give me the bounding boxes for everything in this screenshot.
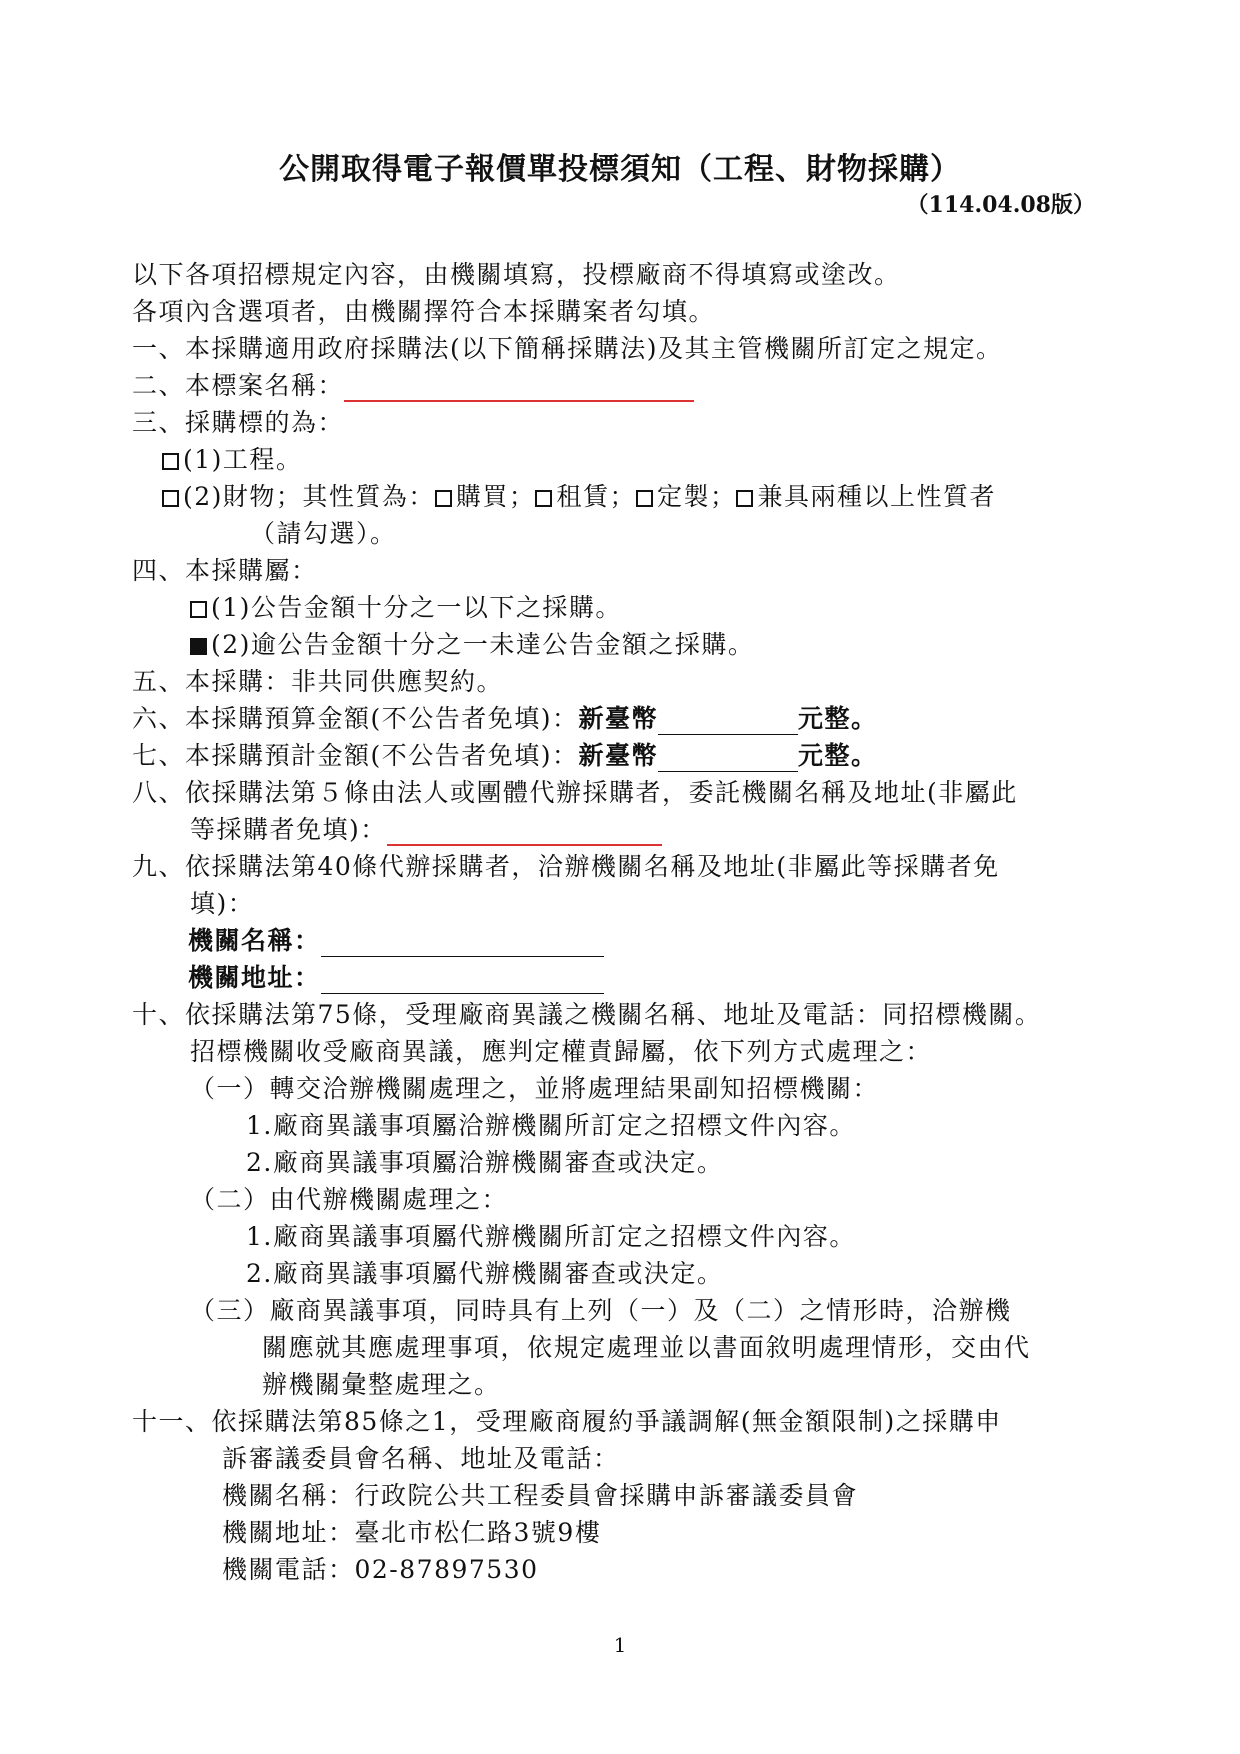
item-10-sub-2-1: 1.廠商異議事項屬代辦機關所訂定之招標文件內容。	[246, 1222, 856, 1251]
item-8-label: 等採購者免填)：	[190, 815, 387, 844]
item-10-sub-1: （一）轉交洽辦機關處理之，並將處理結果副知招標機關：	[190, 1074, 880, 1103]
item-7	[132, 740, 878, 772]
checkbox-purchase[interactable]	[435, 490, 452, 507]
item-10-sub-3-line-1: （三）廠商異議事項，同時具有上列（一）及（二）之情形時，洽辦機	[190, 1296, 1012, 1325]
entrusting-agency-blank[interactable]	[387, 816, 662, 846]
item-10-sub-1-1: 1.廠商異議事項屬洽辦機關所訂定之招標文件內容。	[246, 1111, 856, 1140]
option-label: (2)逾公告金額十分之一未達公告金額之採購。	[211, 630, 755, 659]
item-6-label: 六、本採購預算金額(不公告者免填)：	[132, 704, 579, 733]
item-2-label: 二、本標案名稱：	[132, 371, 345, 400]
currency-label: 新臺幣	[578, 741, 659, 770]
version-label: （114.04.08版）	[906, 192, 1095, 218]
item-10-line-1: 十、依採購法第75條，受理廠商異議之機關名稱、地址及電話：同招標機關。	[132, 1000, 1042, 1029]
agency-address-label: 機關地址：	[188, 963, 321, 992]
item-11-agency-address: 機關地址：臺北市松仁路3號9樓	[222, 1518, 602, 1547]
item-11-agency-name: 機關名稱：行政院公共工程委員會採購申訴審議委員會	[222, 1481, 859, 1510]
estimated-amount-blank[interactable]	[658, 743, 798, 772]
item-4-option-2	[190, 629, 754, 661]
item-8-line-1: 八、依採購法第５條由法人或團體代辦採購者，委託機關名稱及地址(非屬此	[132, 778, 1018, 807]
page-number: 1	[613, 1633, 627, 1657]
option-label: 定製；	[656, 482, 737, 511]
item-10-sub-2-2: 2.廠商異議事項屬代辦機關審查或決定。	[246, 1259, 724, 1288]
item-9-line-2: 填)：	[190, 889, 255, 918]
option-label: (1)工程。	[183, 445, 303, 474]
option-label: 租賃；	[556, 482, 636, 511]
project-name-blank[interactable]	[344, 372, 694, 402]
item-9-agency-name	[188, 925, 604, 957]
agency-address-blank[interactable]	[321, 965, 604, 994]
item-7-label: 七、本採購預計金額(不公告者免填)：	[132, 741, 579, 770]
agency-name-label: 機關名稱：	[188, 926, 321, 955]
checkbox-property[interactable]	[162, 490, 179, 507]
option-label: 兼具兩種以上性質者	[757, 482, 996, 511]
option-label: 購買；	[455, 482, 536, 511]
currency-label: 新臺幣	[578, 704, 659, 733]
checkbox-construction[interactable]	[162, 453, 179, 470]
item-4-option-1	[190, 592, 622, 624]
item-10-sub-1-2: 2.廠商異議事項屬洽辦機關審查或決定。	[246, 1148, 724, 1177]
item-11-agency-phone: 機關電話：02-87897530	[222, 1555, 539, 1584]
item-1: 一、本採購適用政府採購法(以下簡稱採購法)及其主管機關所訂定之規定。	[132, 334, 1003, 363]
item-2	[132, 370, 694, 402]
item-3-option-1	[162, 444, 302, 476]
item-11-line-2: 訴審議委員會名稱、地址及電話：	[222, 1444, 620, 1473]
checkbox-mixed[interactable]	[736, 490, 753, 507]
budget-amount-blank[interactable]	[658, 706, 798, 735]
item-5: 五、本採購：非共同供應契約。	[132, 667, 504, 696]
item-10-line-2: 招標機關收受廠商異議，應判定權責歸屬，依下列方式處理之：	[190, 1037, 933, 1066]
item-3-option-2	[162, 481, 996, 513]
item-9-line-1: 九、依採購法第40條代辦採購者，洽辦機關名稱及地址(非屬此等採購者免	[132, 852, 1000, 881]
item-3: 三、採購標的為：	[132, 408, 345, 437]
item-10-sub-2: （二）由代辦機關處理之：	[190, 1185, 509, 1214]
checkbox-custom-made[interactable]	[636, 490, 653, 507]
item-8-line-2	[190, 814, 662, 846]
item-10-sub-3-line-2: 關應就其應處理事項，依規定處理並以書面敘明處理情形，交由代	[262, 1333, 1031, 1362]
checkbox-under-tenth[interactable]	[190, 601, 207, 618]
item-4: 四、本採購屬：	[132, 556, 318, 585]
item-11-line-1: 十一、依採購法第85條之1，受理廠商履約爭議調解(無金額限制)之採購申	[132, 1407, 1002, 1436]
option-label: (2)財物；其性質為：	[183, 482, 435, 511]
item-3-option-2-note: （請勾選）。	[250, 519, 397, 548]
option-label: (1)公告金額十分之一以下之採購。	[211, 593, 622, 622]
intro-line-1: 以下各項招標規定內容，由機關填寫，投標廠商不得填寫或塗改。	[132, 260, 901, 289]
agency-name-blank[interactable]	[321, 928, 604, 957]
item-9-agency-address	[188, 962, 604, 994]
item-10-sub-3-line-3: 辦機關彙整處理之。	[262, 1370, 501, 1399]
item-6	[132, 703, 878, 735]
amount-suffix: 元整。	[798, 741, 878, 770]
intro-line-2: 各項內含選項者，由機關擇符合本採購案者勾填。	[132, 297, 716, 326]
checkbox-lease[interactable]	[535, 490, 552, 507]
amount-suffix: 元整。	[798, 704, 878, 733]
checkbox-over-tenth[interactable]	[190, 638, 207, 655]
document-title: 公開取得電子報價單投標須知（工程、財物採購）	[279, 152, 961, 187]
